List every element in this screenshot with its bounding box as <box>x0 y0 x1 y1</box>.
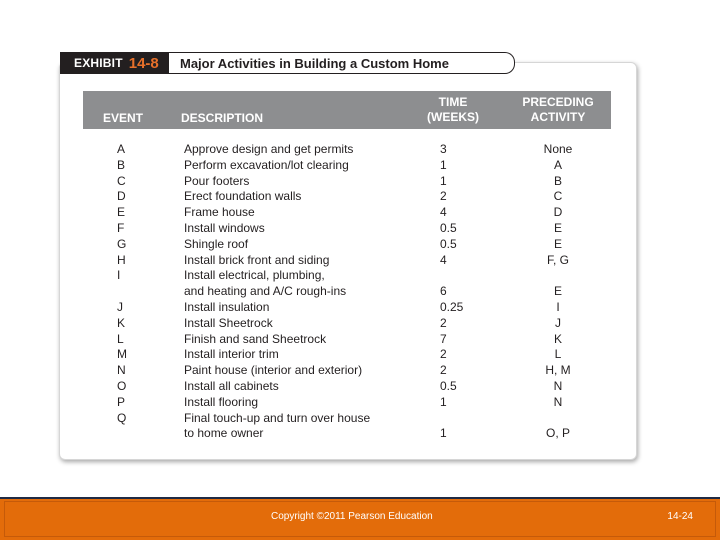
description-cell <box>184 316 273 332</box>
event-cell: C <box>117 173 126 188</box>
description-cell <box>184 395 258 411</box>
event-cell: F <box>117 220 125 235</box>
description-cell <box>184 268 346 300</box>
description-cell <box>184 300 269 316</box>
preceding-cell: K <box>553 331 562 346</box>
description-cell <box>184 347 279 363</box>
preceding-cell: B <box>553 173 562 188</box>
page-number: 14-24 <box>667 511 693 522</box>
description-cell <box>184 205 255 221</box>
event-cell: E <box>117 205 126 220</box>
description-line: Final touch-up and turn over house <box>184 410 371 425</box>
description-line: Install insulation <box>184 299 270 314</box>
preceding-cell: E <box>553 220 562 235</box>
time-cell: 0.5 <box>440 378 457 393</box>
header-description: DESCRIPTION <box>181 111 264 125</box>
preceding-cell: H, M <box>545 363 571 378</box>
description-line: Pour footers <box>184 173 250 188</box>
time-cell: 7 <box>440 331 447 346</box>
event-cell: J <box>117 299 123 314</box>
table-row <box>83 363 611 379</box>
description-line-2: to home owner <box>184 426 264 441</box>
description-line-2: and heating and A/C rough-ins <box>184 284 347 299</box>
description-cell <box>184 332 326 348</box>
header-time <box>408 95 498 125</box>
time-cell: 2 <box>440 363 447 378</box>
event-cell: O <box>117 378 127 393</box>
table-row <box>83 379 611 395</box>
time-cell: 1 <box>440 157 447 172</box>
table-row <box>83 268 611 300</box>
description-line: Install flooring <box>184 394 259 409</box>
preceding-cell: J <box>555 315 561 330</box>
description-line: Install interior trim <box>184 347 279 362</box>
event-cell: I <box>117 268 121 283</box>
description-line: Install all cabinets <box>184 378 279 393</box>
time-cell: 0.5 <box>440 220 457 235</box>
event-cell: Q <box>117 410 127 425</box>
table-header <box>83 91 611 129</box>
event-cell: H <box>117 252 126 267</box>
event-cell: N <box>117 363 126 378</box>
header-preceding-line2: ACTIVITY <box>530 110 586 124</box>
description-line: Erect foundation walls <box>184 189 302 204</box>
description-cell <box>184 363 362 379</box>
preceding-cell: E <box>553 284 562 299</box>
description-cell <box>184 411 370 443</box>
time-cell: 0.5 <box>440 236 457 251</box>
table-row <box>83 316 611 332</box>
description-line: Finish and sand Sheetrock <box>184 331 327 346</box>
description-line: Shingle roof <box>184 236 249 251</box>
table-row <box>83 237 611 253</box>
exhibit-label <box>60 52 169 74</box>
time-cell: 0.25 <box>440 299 464 314</box>
table-row <box>83 189 611 205</box>
time-cell: 3 <box>440 142 447 156</box>
description-line: Install Sheetrock <box>184 315 273 330</box>
preceding-cell: E <box>553 236 562 251</box>
header-preceding <box>506 95 610 125</box>
table-row <box>83 205 611 221</box>
description-line: Approve design and get permits <box>184 142 354 156</box>
table-row <box>83 300 611 316</box>
exhibit-word: EXHIBIT <box>74 56 123 70</box>
exhibit-number: 14-8 <box>128 54 159 72</box>
time-cell: 2 <box>440 347 447 362</box>
table-row <box>83 142 611 158</box>
description-cell <box>184 189 301 205</box>
preceding-cell: L <box>554 347 562 362</box>
time-cell: 2 <box>440 315 447 330</box>
footer-bar <box>0 497 720 540</box>
preceding-cell: N <box>553 394 563 409</box>
preceding-cell: O, P <box>545 426 570 441</box>
table-row <box>83 332 611 348</box>
description-cell <box>184 237 248 253</box>
time-cell: 4 <box>440 252 447 267</box>
table-row <box>83 174 611 190</box>
description-cell <box>184 142 353 158</box>
event-cell: B <box>117 157 126 172</box>
header-time-line2: (WEEKS) <box>427 110 479 124</box>
description-line: Frame house <box>184 205 255 220</box>
description-line: Perform excavation/lot clearing <box>184 157 349 172</box>
header-preceding-line1: PRECEDING <box>522 95 594 109</box>
description-line: Install windows <box>184 220 265 235</box>
event-cell: G <box>117 236 127 251</box>
preceding-cell: None <box>543 142 573 156</box>
description-line: Paint house (interior and exterior) <box>184 363 363 378</box>
preceding-cell: D <box>553 205 563 220</box>
table-row <box>83 411 611 443</box>
time-cell: 6 <box>440 284 447 299</box>
table-row <box>83 395 611 411</box>
table-row <box>83 253 611 269</box>
preceding-cell: A <box>553 157 562 172</box>
time-cell: 4 <box>440 205 447 220</box>
preceding-cell: F, G <box>546 252 569 267</box>
copyright-text: Copyright ©2011 Pearson Education <box>271 511 433 522</box>
preceding-cell: I <box>556 299 560 314</box>
header-event: EVENT <box>103 111 144 125</box>
time-cell: 1 <box>440 173 447 188</box>
description-cell <box>184 158 349 174</box>
description-cell <box>184 379 279 395</box>
event-cell: P <box>117 394 126 409</box>
event-cell: M <box>117 347 127 362</box>
time-cell: 1 <box>440 394 447 409</box>
preceding-cell: C <box>553 189 563 204</box>
header-time-line1: TIME <box>438 95 468 109</box>
exhibit-title: Major Activities in Building a Custom Home <box>169 52 515 74</box>
description-cell <box>184 174 249 190</box>
event-cell: K <box>117 315 126 330</box>
description-line: Install brick front and siding <box>184 252 330 267</box>
event-cell: L <box>117 331 124 346</box>
event-cell: A <box>117 142 126 156</box>
preceding-cell: N <box>553 378 563 393</box>
event-cell: D <box>117 189 126 204</box>
time-cell: 1 <box>440 426 447 441</box>
exhibit-title-tab <box>60 52 515 74</box>
description-line: Install electrical, plumbing, <box>184 268 325 283</box>
description-cell <box>184 253 329 269</box>
table-row <box>83 221 611 237</box>
description-cell <box>184 221 265 237</box>
table-row <box>83 158 611 174</box>
time-cell: 2 <box>440 189 447 204</box>
table-row <box>83 347 611 363</box>
table-body <box>83 142 611 442</box>
